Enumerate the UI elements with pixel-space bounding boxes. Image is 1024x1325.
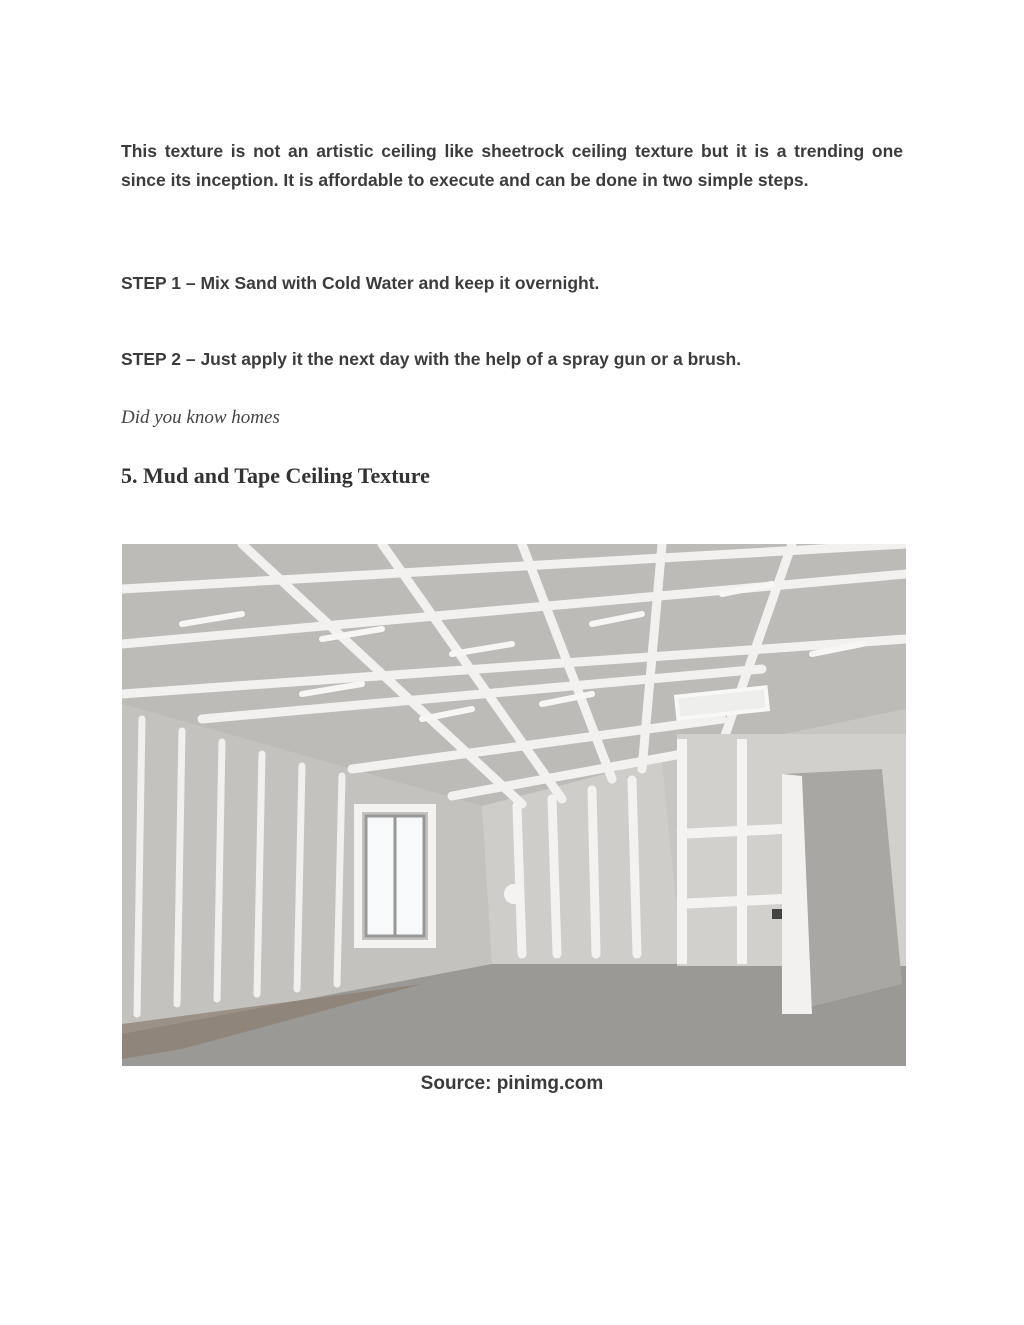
- section-heading: 5. Mud and Tape Ceiling Texture: [121, 463, 430, 488]
- step-1-text: STEP 1 – Mix Sand with Cold Water and keep it overnight.: [121, 273, 600, 293]
- photo-caption: Source: pinimg.com: [420, 1073, 604, 1094]
- intro-paragraph: This texture is not an artistic ceiling like sheetrock ceiling texture but it is a trending one since its inception. It is affordable to execute and can be done in two simple steps.: [121, 141, 903, 190]
- step-2-text: STEP 2 – Just apply it the next day with the help of a spray gun or a brush.: [121, 349, 742, 369]
- drywall-ceiling-photo: [122, 544, 906, 1066]
- italic-note: Did you know homes: [121, 407, 280, 428]
